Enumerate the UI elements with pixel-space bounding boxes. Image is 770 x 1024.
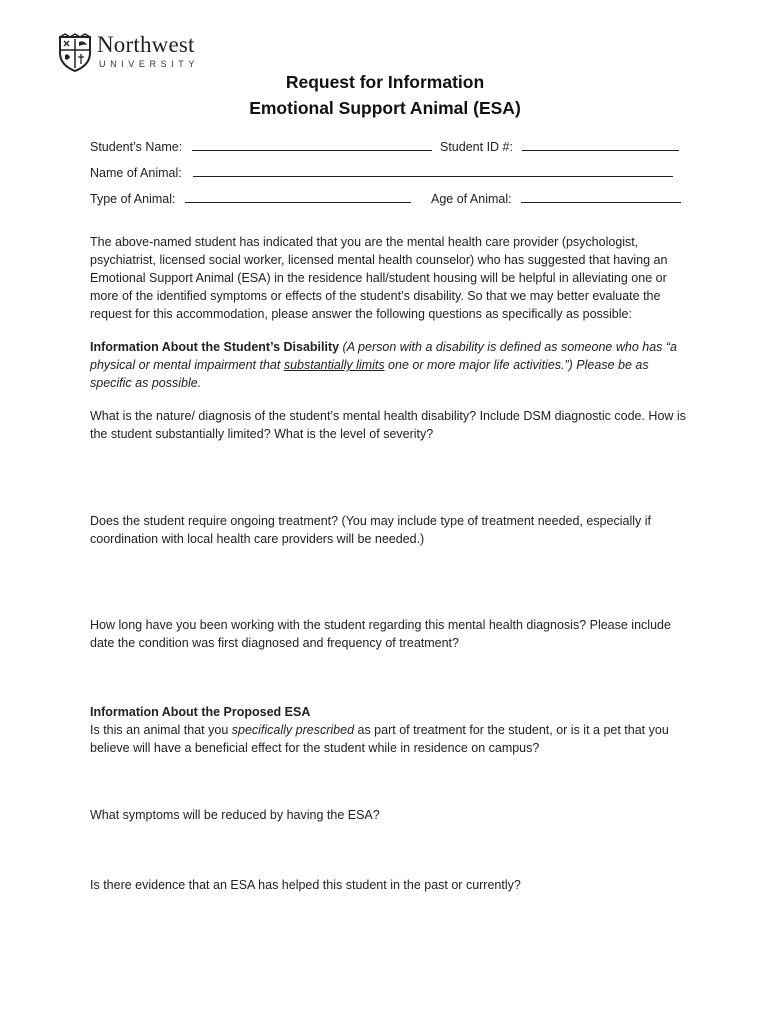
section-heading-disability: Information About the Student’s Disability xyxy=(90,340,340,354)
student-id-label: Student ID #: xyxy=(440,140,513,154)
esa-section xyxy=(90,703,690,757)
question-diagnosis: What is the nature/ diagnosis of the student’s mental health disability? Include DSM diagnostic code. How is the student substantially limited? What is the level of severity? xyxy=(90,409,686,441)
page-subtitle: Emotional Support Animal (ESA) xyxy=(249,98,521,118)
disability-definition-cont: one or more major life activities.”) Please be as specific as possible. xyxy=(90,358,649,390)
student-id-row xyxy=(440,139,679,154)
substantially-limits-text: substantially limits xyxy=(283,358,385,372)
animal-name-row xyxy=(90,165,673,180)
disability-definition: (A person with a disability is defined as someone who has “a physical or mental impairment that xyxy=(90,340,677,372)
question-symptoms: What symptoms will be reduced by having the ESA? xyxy=(90,808,380,822)
page-title: Request for Information xyxy=(285,72,485,92)
animal-type-row xyxy=(90,191,411,206)
student-id-field[interactable] xyxy=(522,139,679,151)
animal-name-field[interactable] xyxy=(193,165,673,177)
crest-icon xyxy=(57,33,93,73)
question-duration: How long have you been working with the student regarding this mental health diagnosis? Please include date the condition was first diagnosed and frequency of treatment? xyxy=(90,618,671,650)
animal-type-label: Type of Animal: xyxy=(90,192,176,206)
logo-subtitle: UNIVERSITY xyxy=(99,59,200,69)
esa-question-part1: Is this an animal that you xyxy=(90,723,232,737)
animal-age-label: Age of Animal: xyxy=(431,192,512,206)
animal-age-row xyxy=(431,191,681,206)
section-heading-esa: Information About the Proposed ESA xyxy=(90,705,311,719)
student-name-row xyxy=(90,139,432,154)
student-name-field[interactable] xyxy=(192,139,432,151)
intro-paragraph: The above-named student has indicated that you are the mental health care provider (psychologist, psychiatrist, licensed social worker, licensed mental health counselor) who has suggested that having an Emotional Support Animal (ESA) in the residence hall/student housing will be helpful in alleviating one or more of the identified symptoms or effects of the student’s disability. So that we may better evaluate the request for this accommodation, please answer the following questions as specifically as possible: xyxy=(90,235,668,321)
university-logo xyxy=(57,33,199,73)
student-name-label: Student’s Name: xyxy=(90,140,183,154)
question-evidence: Is there evidence that an ESA has helped this student in the past or currently? xyxy=(90,878,521,892)
specifically-prescribed-text: specifically prescribed xyxy=(231,723,355,737)
animal-age-field[interactable] xyxy=(521,191,681,203)
animal-type-field[interactable] xyxy=(185,191,411,203)
disability-section xyxy=(90,338,690,392)
logo-name: Northwest xyxy=(97,32,195,57)
animal-name-label: Name of Animal: xyxy=(90,166,182,180)
esa-question-part2: as part of treatment for the student, or is it a pet that you believe will have a beneficial effect for the student while in residence on campus? xyxy=(90,723,669,755)
question-treatment: Does the student require ongoing treatment? (You may include type of treatment needed, especially if coordination with local health care providers will be needed.) xyxy=(90,514,651,546)
